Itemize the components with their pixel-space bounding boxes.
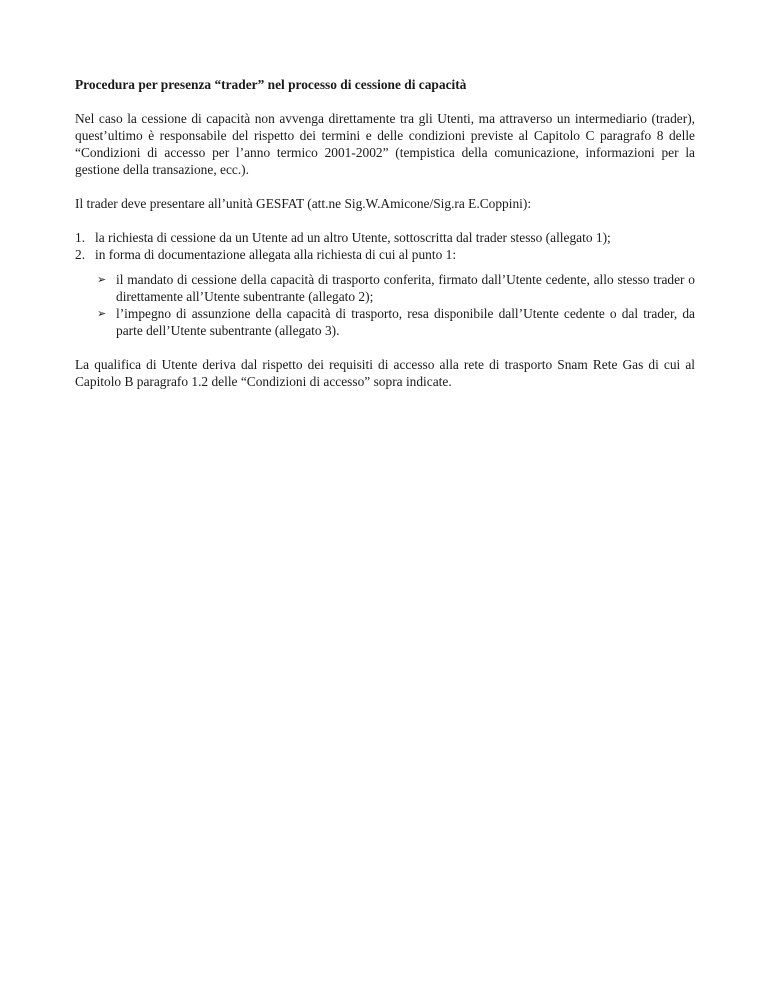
lead-paragraph: Il trader deve presentare all’unità GESFAT (att.ne Sig.W.Amicone/Sig.ra E.Coppini):	[75, 196, 532, 211]
list-item-number: 2.	[75, 247, 86, 262]
document-page	[75, 76, 695, 407]
document-title: Procedura per presenza “trader” nel processo di cessione di capacità	[75, 77, 467, 92]
bullet-item-text: l’impegno di assunzione della capacità di trasporto, resa disponibile dall’Utente cedente o dal trader, da parte dell’Utente subentrante (allegato 3).	[116, 306, 695, 338]
bullet-item-text: il mandato di cessione della capacità di trasporto conferita, firmato dall’Utente cedente, allo stesso trader o direttamente all’Utente subentrante (allegato 2);	[116, 272, 695, 304]
arrow-bullet-icon: ➢	[97, 307, 107, 320]
numbered-list	[75, 229, 695, 263]
list-item-number: 1.	[75, 230, 86, 245]
bullet-list	[75, 271, 695, 339]
list-item	[75, 246, 695, 263]
list-item-text: la richiesta di cessione da un Utente ad un altro Utente, sottoscritta dal trader stesso (allegato 1);	[95, 230, 611, 245]
closing-paragraph: La qualifica di Utente deriva dal rispetto dei requisiti di accesso alla rete di trasporto Snam Rete Gas di cui al Capitolo B paragrafo 1.2 delle “Condizioni di accesso” sopra indicate.	[75, 357, 695, 389]
list-item	[75, 229, 695, 246]
arrow-bullet-icon: ➢	[97, 273, 107, 286]
intro-paragraph: Nel caso la cessione di capacità non avvenga direttamente tra gli Utenti, ma attraverso un intermediario (trader), quest’ultimo è responsabile del rispetto dei termini e delle condizioni previste al Capitolo C paragrafo 8 delle “Condizioni di accesso per l’anno termico 2001-2002” (tempistica della comunicazione, informazioni per la gestione della transazione, ecc.).	[75, 111, 695, 177]
bullet-item	[75, 271, 695, 305]
list-item-text: in forma di documentazione allegata alla richiesta di cui al punto 1:	[95, 247, 457, 262]
bullet-item	[75, 305, 695, 339]
